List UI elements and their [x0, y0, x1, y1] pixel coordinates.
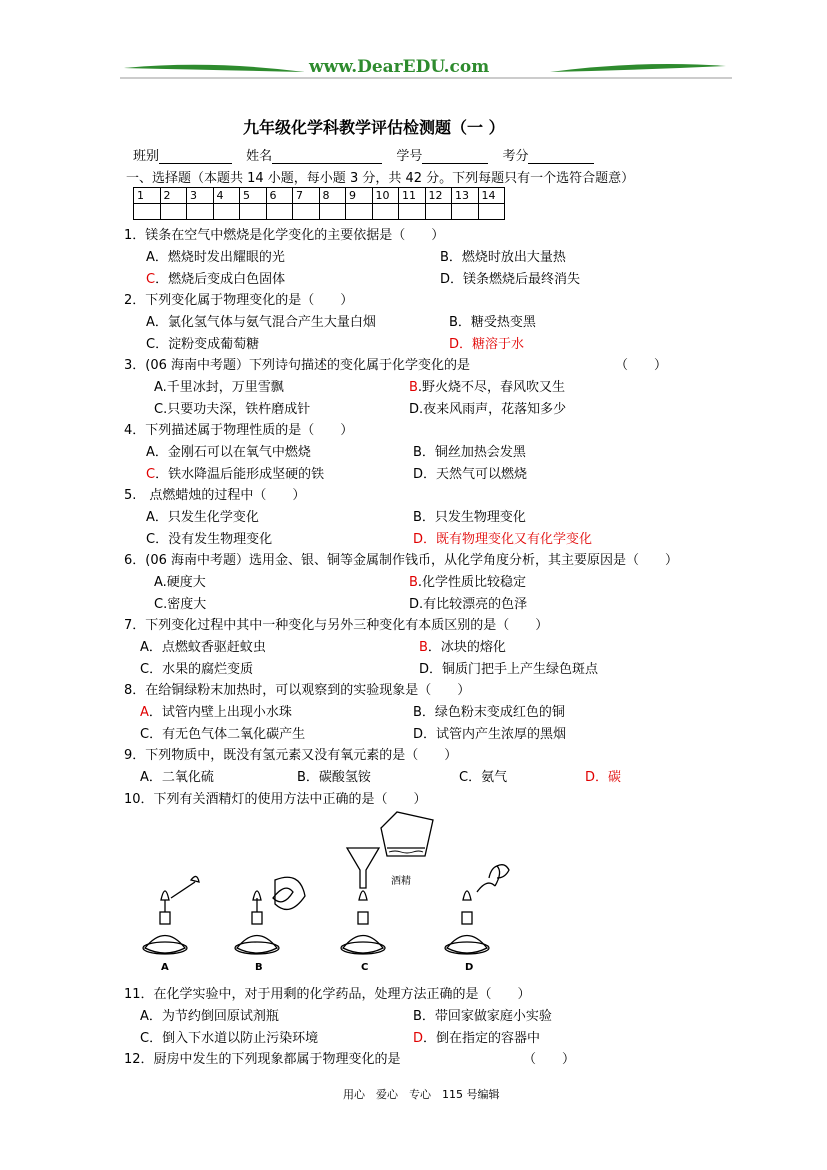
q5-option-a: A．只发生化学变化 — [146, 510, 259, 525]
q7-option-d: D．铜质门把手上产生绿色斑点 — [419, 662, 599, 677]
answer-cell-num: 11 — [399, 188, 426, 204]
question-11-stem: 11．在化学实验中，对于用剩的化学药品，处理方法正确的是（ ） — [124, 987, 531, 1002]
question-1-stem: 1．镁条在空气中燃烧是化学变化的主要依据是（ ） — [124, 228, 445, 243]
q9-option-b: B．碳酸氢铵 — [297, 770, 371, 785]
answer-cell-num: 3 — [187, 188, 214, 204]
question-9-stem: 9．下列物质中，既没有氢元素又没有氧元素的是（ ） — [124, 748, 458, 763]
q8-option-a: A．试管内壁上出现小水珠 — [140, 705, 292, 720]
figure-label-c: C — [361, 962, 369, 973]
q7-option-c: C．水果的腐烂变质 — [140, 662, 254, 677]
answer-cell[interactable] — [266, 204, 293, 220]
answer-cell-num: 5 — [240, 188, 267, 204]
answer-table — [133, 187, 505, 220]
q4-option-a: A．金刚石可以在氧气中燃烧 — [146, 445, 311, 460]
class-field[interactable] — [159, 150, 232, 164]
answer-cell[interactable] — [293, 204, 320, 220]
q6-option-b: B.化学性质比较稳定 — [409, 575, 527, 590]
id-field[interactable] — [422, 150, 488, 164]
q1-option-c: C．燃烧后变成白色固体 — [146, 272, 286, 287]
name-field[interactable] — [272, 150, 382, 164]
q7-option-a: A．点燃蚊香驱赶蚊虫 — [140, 640, 266, 655]
question-2-stem: 2．下列变化属于物理变化的是（ ） — [124, 293, 354, 308]
q11-option-b: B．带回家做家庭小实验 — [413, 1009, 552, 1024]
alcohol-label: 酒精 — [391, 876, 411, 887]
question-4-stem: 4．下列描述属于物理性质的是（ ） — [124, 423, 354, 438]
answer-cell[interactable] — [319, 204, 346, 220]
figure-label-d: D — [465, 962, 474, 973]
answer-cell-num: 2 — [160, 188, 187, 204]
answer-cell[interactable] — [346, 204, 373, 220]
q2-option-a: A．氯化氢气体与氨气混合产生大量白烟 — [146, 315, 376, 330]
answer-cell-num: 13 — [452, 188, 479, 204]
question-3-stem: 3．(06 海南中考题）下列诗句描述的变化属于化学变化的是 — [124, 358, 471, 373]
q1-option-a: A．燃烧时发出耀眼的光 — [146, 250, 285, 265]
page-title: 九年级化学科教学评估检测题（一 ） — [243, 118, 505, 137]
question-3-bracket: （ ） — [615, 358, 668, 373]
answer-cell-num: 9 — [346, 188, 373, 204]
question-7-stem: 7．下列变化过程中其中一种变化与另外三种变化有本质区别的是（ ） — [124, 618, 549, 633]
q2-option-d: D．糖溶于水 — [449, 337, 525, 352]
question-6-stem: 6．(06 海南中考题）选用金、银、铜等金属制作钱币，从化学角度分析，其主要原因是（ ） — [124, 553, 679, 568]
site-logo[interactable]: www.DearEDU.com — [309, 57, 490, 77]
q6-option-a: A.硬度大 — [154, 575, 206, 590]
question-8-stem: 8．在给铜绿粉末加热时，可以观察到的实验现象是（ ） — [124, 683, 471, 698]
q1-option-b: B．燃烧时放出大量热 — [440, 250, 566, 265]
q1-option-d: D．镁条燃烧后最终消失 — [440, 272, 581, 287]
q5-option-b: B．只发生物理变化 — [413, 510, 526, 525]
student-info-row — [133, 145, 594, 164]
q3-option-c: C.只要功夫深，铁杵磨成针 — [154, 402, 311, 417]
answer-cell[interactable] — [240, 204, 267, 220]
answer-cell[interactable] — [478, 204, 505, 220]
lamp-c-icon — [341, 812, 433, 954]
q3-option-b: B.野火烧不尽，春风吹又生 — [409, 380, 566, 395]
figure-label-b: B — [255, 962, 263, 973]
q7-option-b: B．冰块的熔化 — [419, 640, 506, 655]
answer-cell-num: 4 — [213, 188, 240, 204]
q9-option-a: A．二氧化硫 — [140, 770, 214, 785]
answer-cell-num: 6 — [266, 188, 293, 204]
question-5-stem: 5. 点燃蜡烛的过程中（ ） — [124, 488, 306, 503]
lamp-b-icon — [235, 877, 305, 954]
answer-cell-num: 1 — [134, 188, 161, 204]
q6-option-d: D.有比较漂亮的色泽 — [409, 597, 528, 612]
q11-option-d: D．倒在指定的容器中 — [413, 1031, 541, 1046]
question-12-stem: 12．厨房中发生的下列现象都属于物理变化的是 — [124, 1052, 401, 1067]
class-label: 班别 — [133, 149, 160, 164]
answer-cell-num: 7 — [293, 188, 320, 204]
answer-cell[interactable] — [187, 204, 214, 220]
q4-option-b: B．铜丝加热会发黑 — [413, 445, 526, 460]
q3-option-a: A.千里冰封，万里雪飘 — [154, 380, 284, 395]
q9-option-d: D．碳 — [585, 770, 622, 785]
answer-cell[interactable] — [160, 204, 187, 220]
lamp-d-icon — [445, 865, 509, 954]
q5-option-c: C．没有发生物理变化 — [146, 532, 273, 547]
answer-cell[interactable] — [213, 204, 240, 220]
question-10-stem: 10．下列有关酒精灯的使用方法中正确的是（ ） — [124, 792, 427, 807]
q4-option-d: D．天然气可以燃烧 — [413, 467, 528, 482]
answer-cell-num: 10 — [372, 188, 399, 204]
answer-cell[interactable] — [452, 204, 479, 220]
answer-cell-num: 14 — [478, 188, 505, 204]
answer-cell[interactable] — [425, 204, 452, 220]
name-label: 姓名 — [246, 149, 273, 164]
answer-cell[interactable] — [399, 204, 426, 220]
q2-option-b: B．糖受热变黑 — [449, 315, 536, 330]
q8-option-d: D．试管内产生浓厚的黑烟 — [413, 727, 567, 742]
score-label: 考分 — [502, 149, 529, 164]
q5-option-d: D．既有物理变化又有化学变化 — [413, 532, 593, 547]
figure-label-a: A — [161, 962, 169, 973]
alcohol-lamp-figure — [125, 808, 545, 978]
q9-option-c: C．氨气 — [459, 770, 508, 785]
answer-cell-num: 8 — [319, 188, 346, 204]
lamp-a-icon — [143, 876, 199, 954]
q11-option-a: A．为节约倒回原试剂瓶 — [140, 1009, 279, 1024]
q2-option-c: C．淀粉变成葡萄糖 — [146, 337, 260, 352]
q8-option-b: B．绿色粉末变成红色的铜 — [413, 705, 565, 720]
q4-option-c: C．铁水降温后能形成坚硬的铁 — [146, 467, 325, 482]
q11-option-c: C．倒入下水道以防止污染环境 — [140, 1031, 319, 1046]
answer-table-header-row — [134, 188, 505, 204]
answer-table-blank-row — [134, 204, 505, 220]
section-heading: 一、选择题（本题共 14 小题，每小题 3 分，共 42 分。下列每题只有一个选符合题意） — [126, 171, 635, 186]
q3-option-d: D.夜来风雨声，花落知多少 — [409, 402, 567, 417]
question-12-bracket: （ ） — [523, 1052, 576, 1067]
id-label: 学号 — [396, 149, 423, 164]
q8-option-c: C．有无色气体二氧化碳产生 — [140, 727, 306, 742]
score-field[interactable] — [528, 150, 594, 164]
answer-cell[interactable] — [372, 204, 399, 220]
answer-cell-num: 12 — [425, 188, 452, 204]
q6-option-c: C.密度大 — [154, 597, 207, 612]
answer-cell[interactable] — [134, 204, 161, 220]
page-footer: 用心 爱心 专心 115 号编辑 — [343, 1088, 500, 1101]
